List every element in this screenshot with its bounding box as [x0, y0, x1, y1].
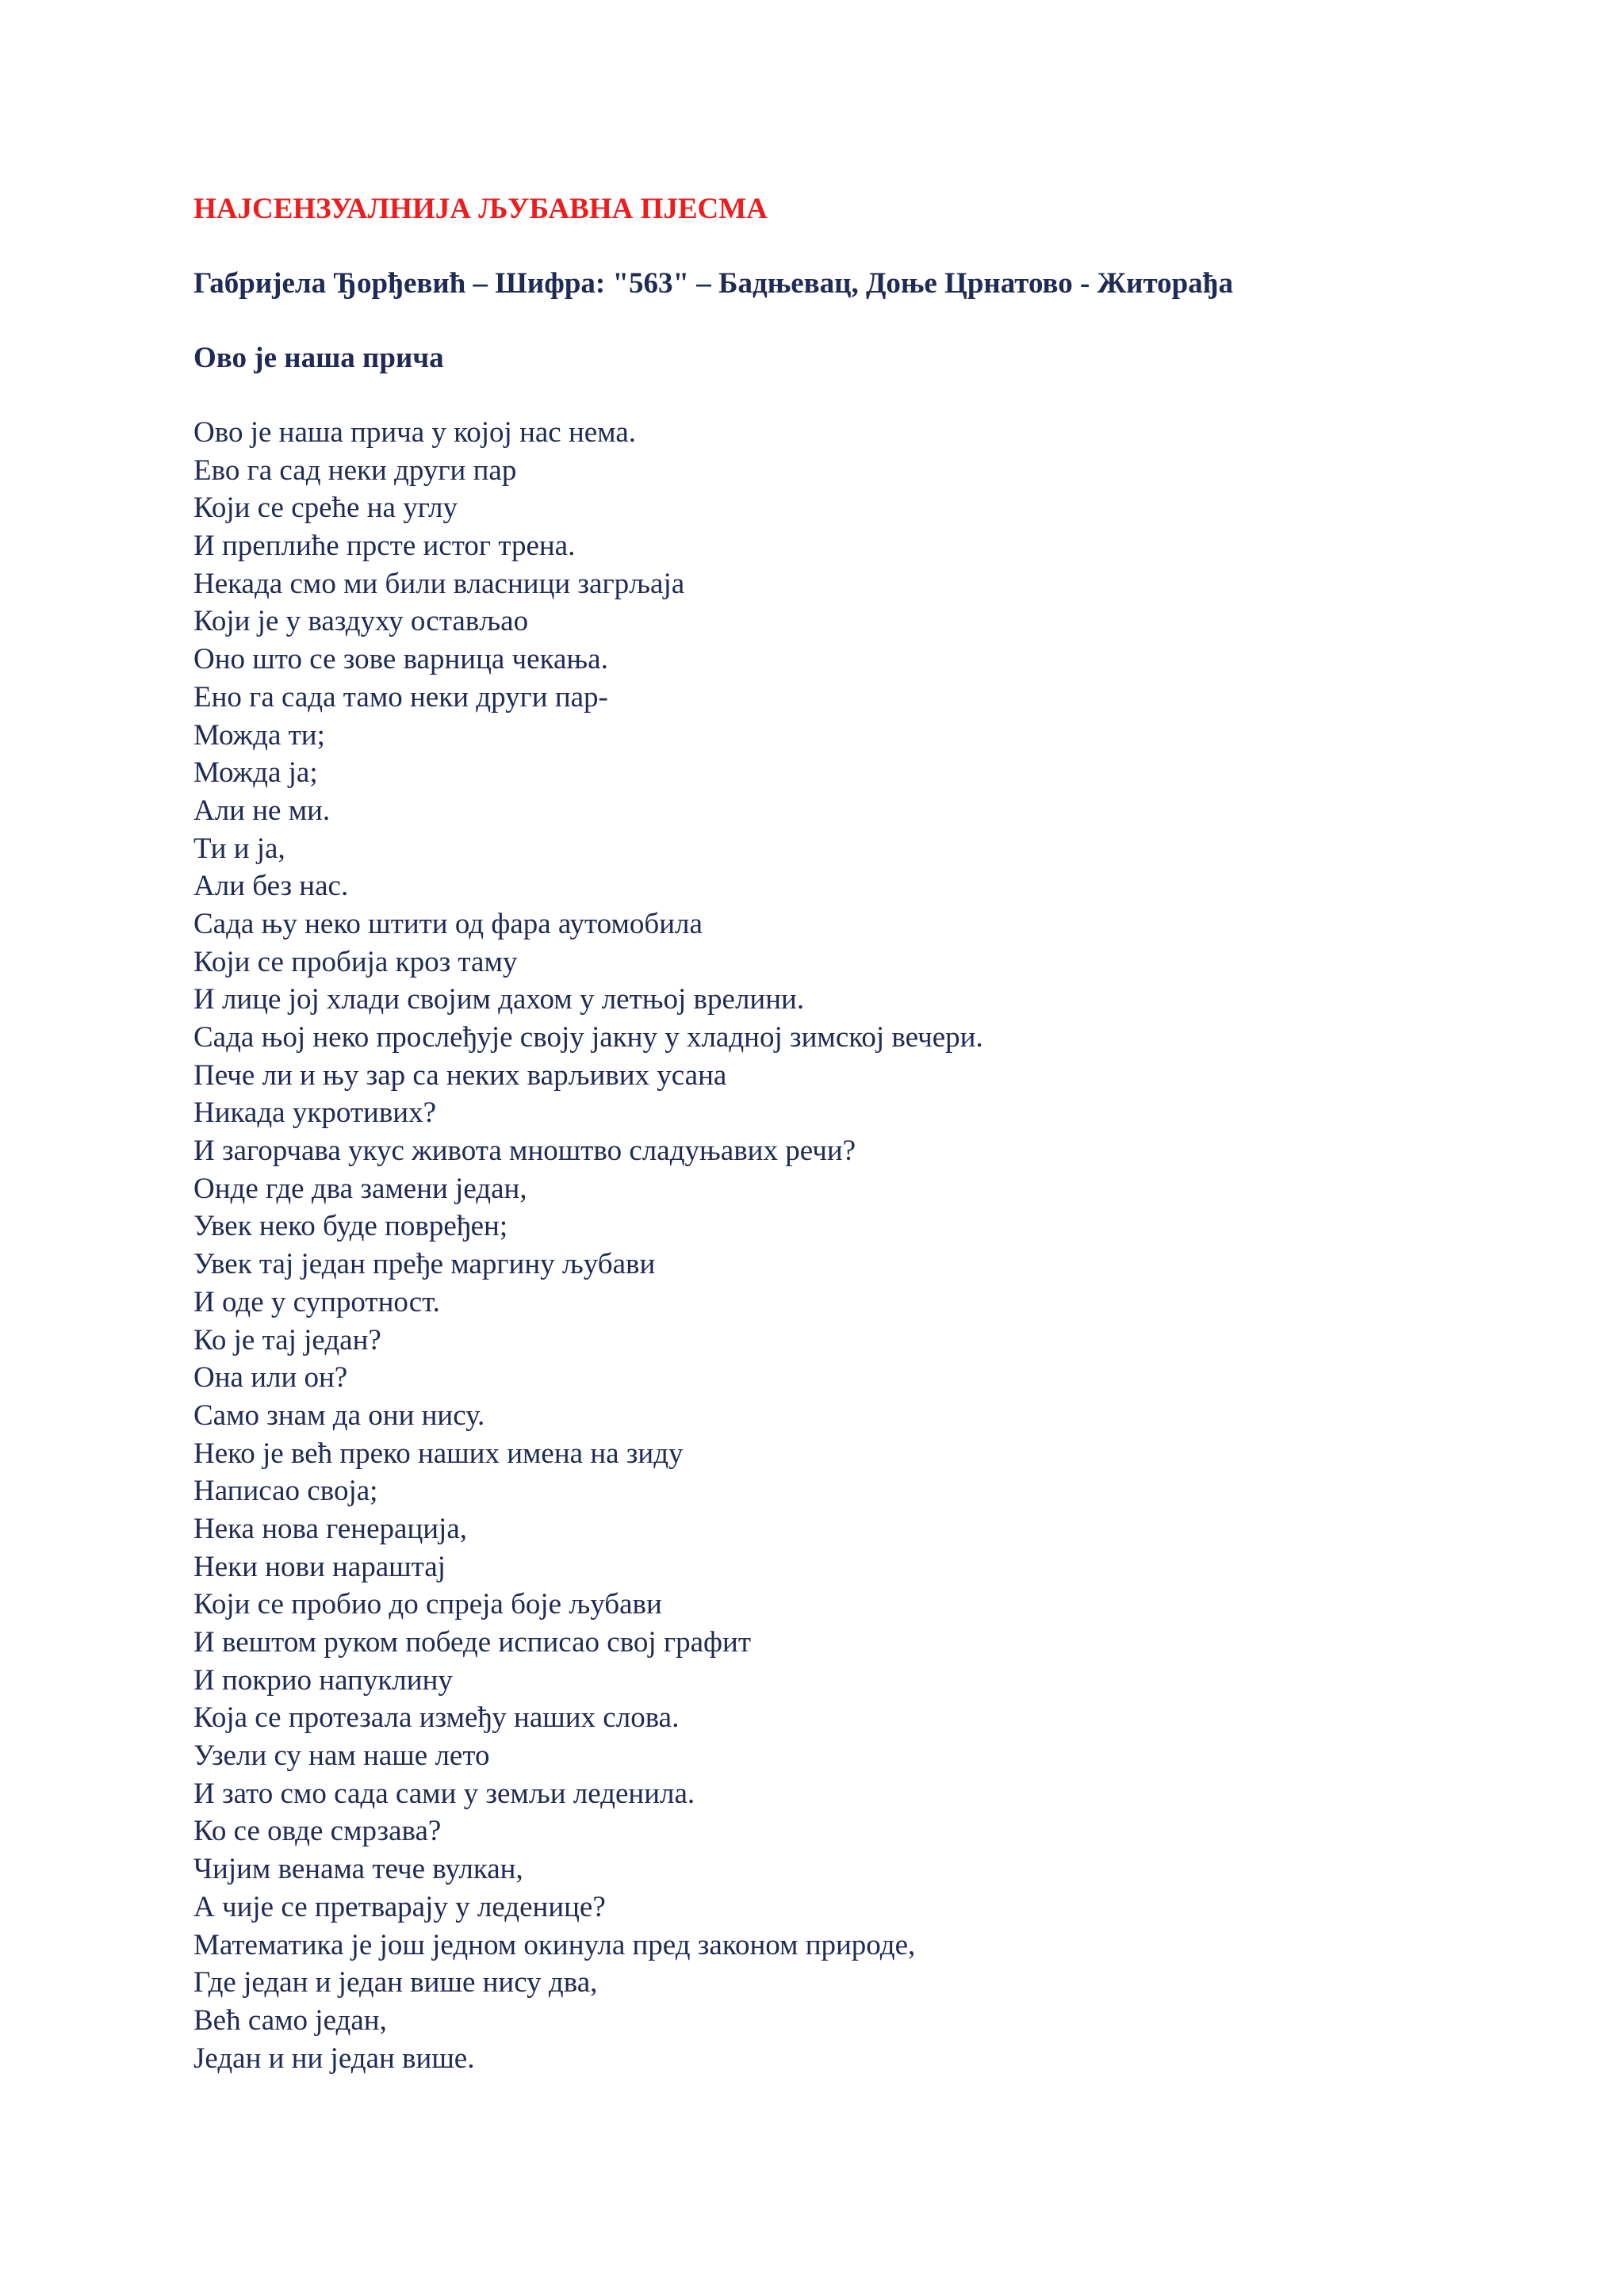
poem-line: Ено га сада тамо неки други пар- [193, 680, 608, 714]
poem-line: Сада њу неко штити од фара аутомобила [193, 907, 703, 940]
poem-line: Никада укротивих? [193, 1096, 437, 1130]
poem-line: Ко се овде смрзава? [193, 1815, 442, 1848]
poem-line: Написао своја; [193, 1475, 378, 1508]
poem-line: Ево га сад неки други пар [193, 453, 517, 487]
poem-line: И лице јој хлади својим дахом у летњој врелини. [193, 983, 805, 1016]
poem-line: Али без нас. [193, 870, 349, 903]
poem-line: Нека нова генерација, [193, 1512, 467, 1545]
poem-line: Можда ти; [193, 718, 325, 752]
poem-line: Оно што се зове варница чекања. [193, 643, 608, 676]
author-line: Габријела Ђорђевић – Шифра: "563" – Бадњевац, Доње Црнатово - Житорађа [193, 267, 1234, 300]
poem-line: Али не ми. [193, 794, 331, 827]
poem-line: Ти и ја, [193, 832, 285, 865]
poem-line: Можда ја; [193, 756, 318, 790]
poem-line: Неко је већ преко наших имена на зиду [193, 1437, 684, 1470]
poem-line: А чије се претварају у леденице? [193, 1890, 606, 1923]
poem-line: Неки нови нараштај [193, 1550, 446, 1583]
poem-line: Сада њој неко прослеђује своју јакну у хладној зимској вечери. [193, 1021, 983, 1054]
poem-line: Који се пробио до спреја боје љубави [193, 1588, 662, 1621]
poem-line: Некада смо ми били власници загрљаја [193, 567, 685, 600]
poem-line: Математика је још једном окинула пред законом природе, [193, 1928, 916, 1961]
poem-line: И зато смо сада сами у земљи леденила. [193, 1777, 695, 1810]
poem-line: Један и ни један више. [193, 2042, 475, 2075]
poem-line: И оде у супротност. [193, 1285, 440, 1318]
document-title: НАЈСЕНЗУАЛНИЈА ЉУБАВНА ПЈЕСМА [193, 193, 768, 225]
document-content [193, 190, 1542, 2077]
poem-line: И покрио напуклину [193, 1663, 453, 1697]
poem-lines [193, 414, 1542, 2077]
poem-line: Где један и један више нису два, [193, 1966, 598, 1999]
poem-line: Ово је наша прича у којој нас нема. [193, 416, 637, 449]
poem-line: Пече ли и њу зар са неких варљивих усана [193, 1058, 727, 1092]
poem-line: Ко је тај један? [193, 1323, 381, 1357]
poem-line: Онде где два замени један, [193, 1172, 527, 1205]
poem-line: Само знам да они нису. [193, 1399, 485, 1432]
poem-line: Већ само један, [193, 2003, 387, 2037]
poem-title: Ово је наша прича [193, 342, 444, 374]
poem-line: И преплиће прсте истог трена. [193, 530, 576, 563]
poem-line: Која се протезала између наших слова. [193, 1701, 680, 1735]
poem-line: И вештом руком победе исписао свој графит [193, 1626, 751, 1659]
poem-line: Који се пробија кроз таму [193, 945, 518, 978]
poem-line: Чијим венама тече вулкан, [193, 1853, 523, 1886]
poem-line: Увек неко буде повређен; [193, 1210, 508, 1243]
poem-line: Она или он? [193, 1361, 348, 1395]
poem-line: Узели су нам наше лето [193, 1739, 490, 1773]
poem-line: И загорчава укус живота мноштво сладуњавих речи? [193, 1135, 856, 1168]
poem-line: Који је у ваздуху остављао [193, 605, 529, 638]
poem-line: Увек тај један пређе маргину љубави [193, 1248, 656, 1281]
poem-line: Који се среће на углу [193, 492, 458, 525]
